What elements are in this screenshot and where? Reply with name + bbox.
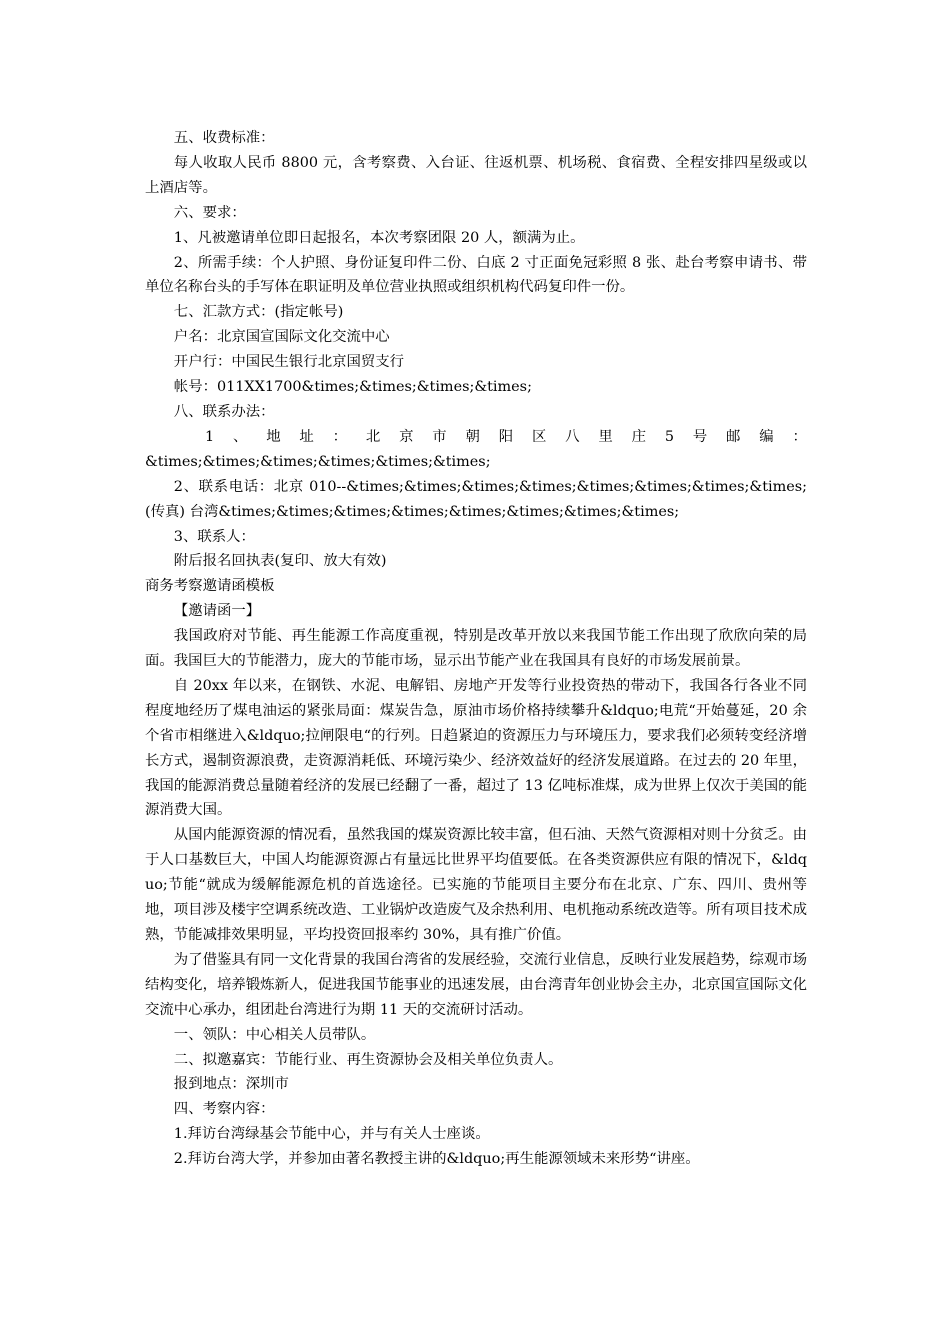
contact-postcode: &times;&times;&times;&times;&times;&times; bbox=[145, 453, 491, 470]
address-token: 邮 bbox=[726, 428, 741, 445]
paragraph-purpose: 为了借鉴具有同一文化背景的我国台湾省的发展经验，交流行业信息，反映行业发展趋势，综观市场结构变化，培养锻炼新人，促进我国节能事业的迅速发展，由台湾青年创业协会主办，北京国宣国际文化交流中心承办，组团赴台湾进行为期 11 天的交流研讨活动。 bbox=[145, 951, 807, 1018]
section-label: 【邀请函一】 bbox=[173, 603, 261, 620]
document-page bbox=[145, 126, 807, 1172]
inspection-item-1: 1.拜访台湾绿基会节能中心，并与有关人士座谈。 bbox=[173, 1126, 490, 1143]
address-token: 、 bbox=[232, 428, 248, 445]
address-token: 阳 bbox=[498, 428, 514, 445]
heading-inspection-content: 四、考察内容： bbox=[173, 1101, 275, 1118]
address-token: ： bbox=[792, 428, 807, 445]
contact-phone: 2、联系电话：北京 010--&times;&times;&times;&times;&times;&times;&times;&times;(传真) 台湾&times;&times;&times;&times;&times;&times;&times;&times; bbox=[145, 478, 807, 520]
address-token: 区 bbox=[531, 428, 547, 445]
contact-address-line bbox=[145, 425, 807, 450]
item-location: 报到地点：深圳市 bbox=[173, 1076, 289, 1093]
address-token: 朝 bbox=[465, 428, 480, 445]
address-token: 八 bbox=[565, 428, 580, 445]
address-token: 里 bbox=[598, 428, 613, 445]
address-token: 5 bbox=[664, 428, 674, 445]
paragraph-energy-situation: 自 20xx 年以来，在钢铁、水泥、电解铝、房地产开发等行业投资热的带动下，我国各行各业不同程度地经历了煤电油运的紧张局面：煤炭告急，原油市场价格持续攀升&ldquo;电荒“开始蔓延，20 余个省市相继进入&ldquo;拉闸限电“的行列。日趋紧迫的资源压力与环境压力，要求我们必须转变经济增长方式，遏制资源浪费，走资源消耗低、环境污染少、经济效益好的经济发展道路。在过去的 20 年里，我国的能源消费总量随着经济的发展已经翻了一番，超过了 13 亿吨标准煤，成为世界上仅次于美国的能源消费大国。 bbox=[145, 677, 807, 819]
paragraph-fee-detail: 每人收取人民币 8800 元，含考察费、入台证、往返机票、机场税、食宿费、全程安排四星级或以上酒店等。 bbox=[145, 154, 807, 196]
heading-remittance: 七、汇款方式：(指定帐号) bbox=[173, 304, 344, 321]
paragraph-resources: 从国内能源资源的情况看，虽然我国的煤炭资源比较丰富，但石油、天然气资源相对则十分贫乏。由于人口基数巨大，中国人均能源资源占有量远比世界平均值要低。在各类资源供应有限的情况下，&ldquo;节能“就成为缓解能源危机的首选途径。已实施的节能项目主要分布在北京、广东、四川、贵州等地，项目涉及楼宇空调系统改造、工业锅炉改造废气及余热利用、电机拖动系统改造等。所有项目技术成熟，节能减排效果明显，平均投资回报率约 30%，具有推广价值。 bbox=[145, 827, 807, 943]
address-token: ： bbox=[332, 428, 348, 445]
address-token: 1 bbox=[205, 428, 215, 445]
paragraph-requirement-2: 2、所需手续：个人护照、身份证复印件二份、白底 2 寸正面免冠彩照 8 张、赴台考察申请书、带单位名称台头的手写体在职证明及单位营业执照或组织机构代码复印件一份。 bbox=[145, 254, 807, 296]
item-guests: 二、拟邀嘉宾：节能行业、再生资源协会及相关单位负责人。 bbox=[173, 1051, 563, 1068]
attachment-note: 附后报名回执表(复印、放大有效) bbox=[173, 553, 387, 570]
address-token: 址 bbox=[299, 428, 314, 445]
address-token: 京 bbox=[399, 428, 414, 445]
heading-contact: 八、联系办法： bbox=[173, 403, 275, 420]
account-number: 帐号：011XX1700&times;&times;&times;&times; bbox=[173, 379, 532, 396]
account-bank: 开户行：中国民生银行北京国贸支行 bbox=[173, 354, 405, 371]
account-name: 户名：北京国宣国际文化交流中心 bbox=[173, 329, 390, 346]
address-token: 庄 bbox=[631, 428, 646, 445]
address-token: 编 bbox=[759, 428, 774, 445]
heading-requirements: 六、要求： bbox=[173, 204, 246, 221]
contact-person: 3、联系人： bbox=[173, 528, 255, 545]
address-token: 地 bbox=[266, 428, 281, 445]
inspection-item-2: 2.拜访台湾大学，并参加由著名教授主讲的&ldquo;再生能源领域未来形势“讲座。 bbox=[173, 1151, 700, 1168]
paragraph-requirement-1: 1、凡被邀请单位即日起报名，本次考察团限 20 人，额满为止。 bbox=[173, 229, 585, 246]
address-token: 市 bbox=[432, 428, 447, 445]
heading-fee-standard: 五、收费标准： bbox=[173, 130, 275, 146]
paragraph-intro: 我国政府对节能、再生能源工作高度重视，特别是改革开放以来我国节能工作出现了欣欣向荣的局面。我国巨大的节能潜力，庞大的节能市场，显示出节能产业在我国具有良好的市场发展前景。 bbox=[145, 628, 807, 670]
item-leader: 一、领队：中心相关人员带队。 bbox=[173, 1026, 376, 1043]
address-token: 号 bbox=[692, 428, 708, 445]
address-token: 北 bbox=[365, 428, 381, 445]
document-title: 商务考察邀请函模板 bbox=[145, 578, 275, 595]
